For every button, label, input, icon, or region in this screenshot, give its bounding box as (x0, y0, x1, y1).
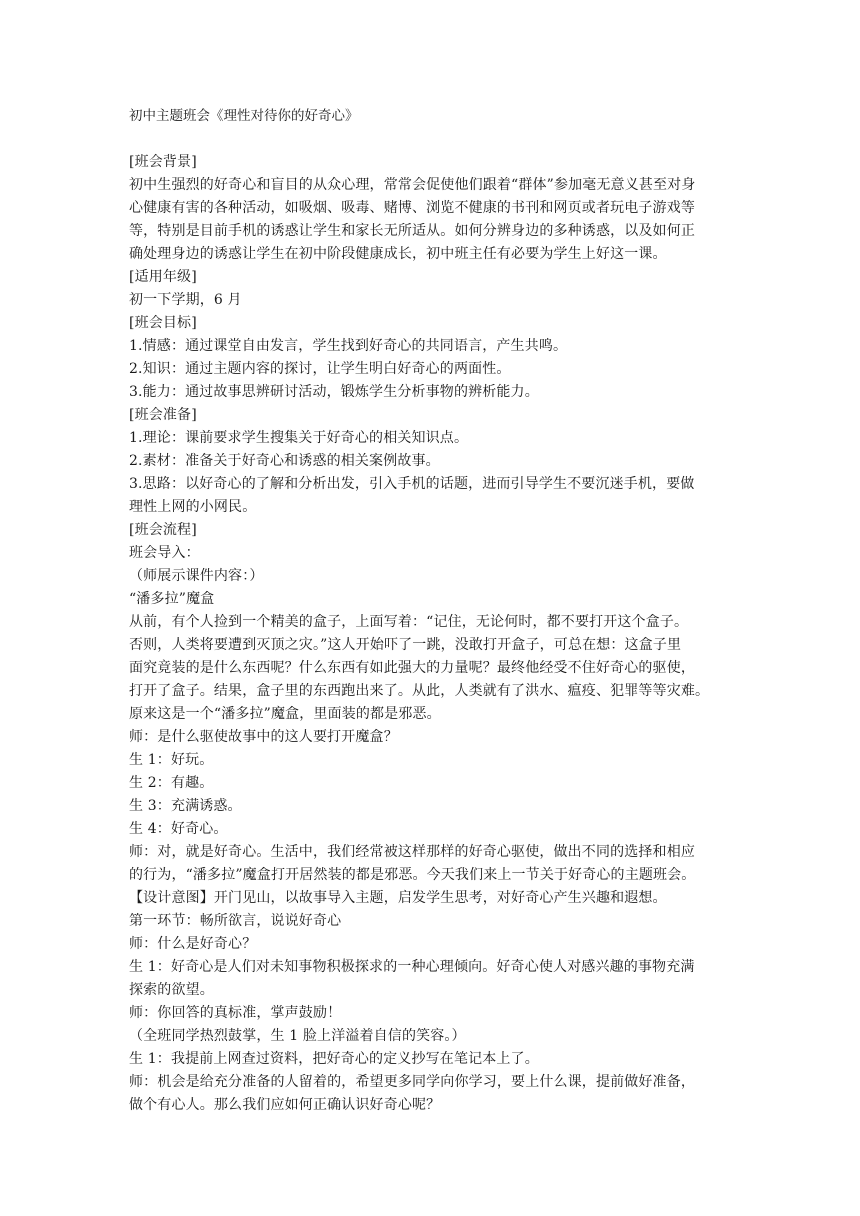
text-line: （全班同学热烈鼓掌，生 1 脸上洋溢着自信的笑容。） (129, 1028, 466, 1044)
text-line: 打开了盒子。结果，盒子里的东西跑出来了。从此，人类就有了洪水、瘟疫、犯罪等等灾难。 (129, 683, 710, 699)
text-line: “潘多拉”魔盒 (129, 591, 215, 607)
text-line: 生 3：充满诱惑。 (129, 798, 242, 814)
text-line: 师：对，就是好奇心。生活中，我们经常被这样那样的好奇心驱使，做出不同的选择和相应 (129, 844, 695, 860)
text-line: 否则，人类将要遭到灭顶之灾。”这人开始吓了一跳，没敢打开盒子，可总在想：这盒子里 (129, 637, 682, 653)
text-line: 的行为，“潘多拉”魔盒打开居然装的都是邪恶。今天我们来上一节关于好奇心的主题班会。 (129, 867, 696, 883)
text-line: 3.能力：通过故事思辨研讨活动，锻炼学生分析事物的辨析能力。 (129, 384, 539, 400)
text-line: 面究竟装的是什么东西呢？什么东西有如此强大的力量呢？最终他经受不住好奇心的驱使， (129, 660, 695, 676)
document-page (129, 105, 731, 1117)
document-body (129, 151, 731, 1117)
text-line: [班会准备] (129, 407, 197, 423)
text-line: 确处理身边的诱惑让学生在初中阶段健康成长，初中班主任有必要为学生上好这一课。 (129, 246, 667, 262)
text-line: 生 1：我提前上网查过资料，把好奇心的定义抄写在笔记本上了。 (129, 1051, 539, 1067)
text-line: [班会流程] (129, 522, 197, 538)
text-line: 探索的欲望。 (129, 982, 214, 998)
text-line: [班会目标] (129, 315, 197, 331)
text-line: （师展示课件内容：） (129, 568, 264, 584)
text-line: [适用年级] (129, 269, 197, 285)
text-line: 2.知识：通过主题内容的探讨，让学生明白好奇心的两面性。 (129, 361, 511, 377)
text-line: 理性上网的小网民。 (129, 499, 257, 515)
text-line: 从前，有个人捡到一个精美的盒子，上面写着：“记住，无论何时，都不要打开这个盒子。 (129, 614, 689, 630)
text-line: [班会背景] (129, 154, 197, 170)
text-line: 生 2：有趣。 (129, 775, 214, 791)
document-title: 初中主题班会《理性对待你的好奇心》 (129, 108, 359, 124)
text-line: 初中生强烈的好奇心和盲目的从众心理，常常会促使他们跟着“群体”参加毫无意义甚至对身 (129, 177, 696, 193)
text-line: 1.情感：通过课堂自由发言，学生找到好奇心的共同语言，产生共鸣。 (129, 338, 568, 354)
text-line: 师：机会是给充分准备的人留着的，希望更多同学向你学习，要上什么课，提前做好准备， (129, 1074, 695, 1090)
text-line: 【设计意图】开门见山，以故事导入主题，启发学生思考，对好奇心产生兴趣和遐想。 (129, 890, 667, 906)
text-line: 等，特别是目前手机的诱惑让学生和家长无所适从。如何分辨身边的多种诱惑，以及如何正 (129, 223, 695, 239)
text-line: 心健康有害的各种活动，如吸烟、吸毒、赌博、浏览不健康的书刊和网页或者玩电子游戏等 (129, 200, 695, 216)
text-line: 生 1：好奇心是人们对未知事物积极探求的一种心理倾向。好奇心使人对感兴趣的事物充满 (129, 959, 695, 975)
text-line: 生 1：好玩。 (129, 752, 214, 768)
text-line: 初一下学期，6 月 (129, 292, 242, 308)
text-line: 1.理论：课前要求学生搜集关于好奇心的相关知识点。 (129, 430, 469, 446)
text-line: 做个有心人。那么我们应如何正确认识好奇心呢？ (129, 1097, 441, 1113)
text-line: 师：什么是好奇心？ (129, 936, 257, 952)
text-line: 师：你回答的真标准，掌声鼓励！ (129, 1005, 342, 1021)
text-line: 生 4：好奇心。 (129, 821, 228, 837)
text-line: 师：是什么驱使故事中的这人要打开魔盒？ (129, 729, 398, 745)
text-line: 3.思路：以好奇心的了解和分析出发，引入手机的话题，进而引导学生不要沉迷手机，要做 (129, 476, 695, 492)
text-line: 2.素材：准备关于好奇心和诱惑的相关案例故事。 (129, 453, 440, 469)
text-line: 班会导入： (129, 545, 200, 561)
text-line: 原来这是一个“潘多拉”魔盒，里面装的都是邪恶。 (129, 706, 441, 722)
text-line: 第一环节：畅所欲言，说说好奇心 (129, 913, 342, 929)
